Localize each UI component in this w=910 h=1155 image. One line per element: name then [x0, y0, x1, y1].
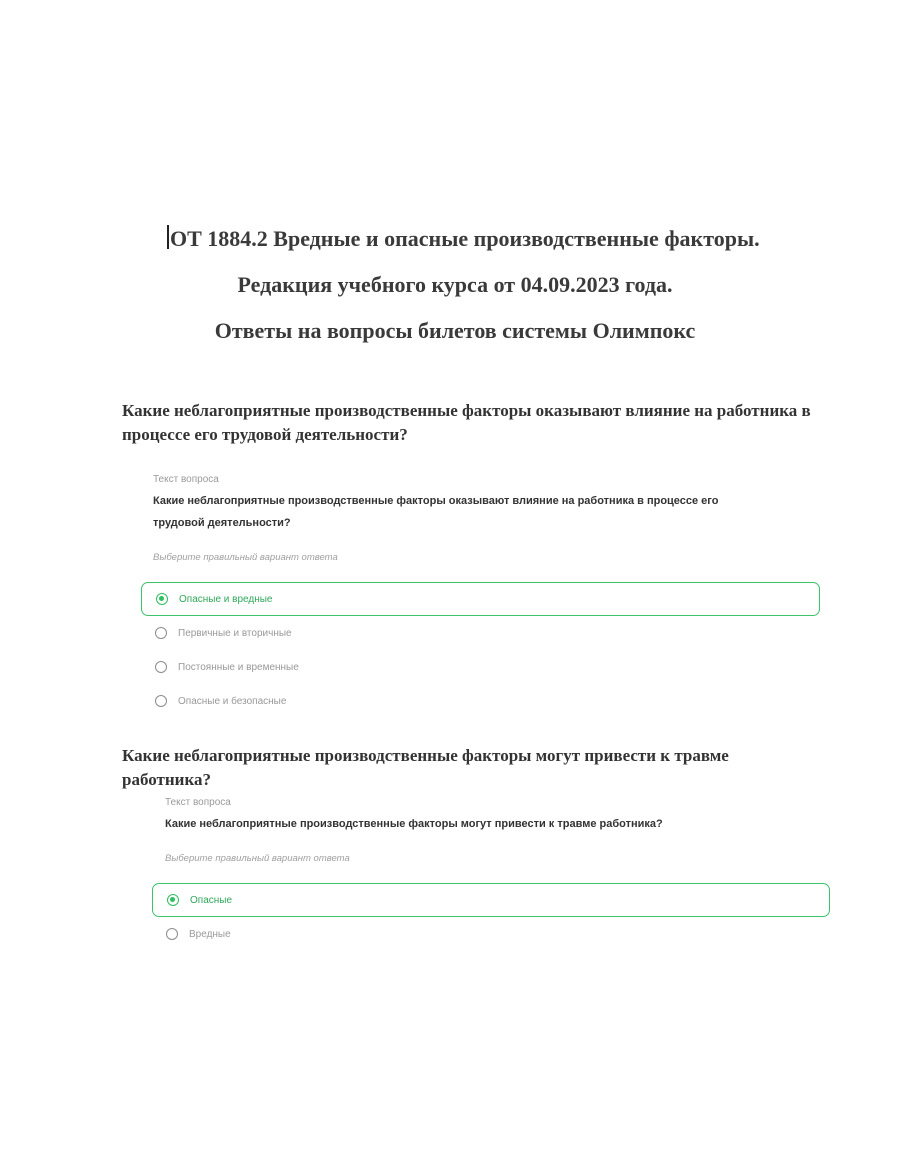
title-line-2: Редакция учебного курса от 04.09.2023 года. — [237, 272, 673, 297]
title-line-3: Ответы на вопросы билетов системы Олимпокс — [214, 318, 696, 343]
answer-option-4[interactable] — [141, 684, 820, 718]
text-cursor — [167, 225, 169, 249]
question-text: Какие неблагоприятные производственные факторы оказывают влияние на работника в процессе его трудовой деятельности? — [153, 495, 719, 529]
radio-selected-icon — [156, 593, 168, 605]
answer-option-label: Опасные — [190, 894, 233, 906]
title-line-1: ОТ 1884.2 Вредные и опасные производственные факторы. — [170, 226, 760, 251]
answer-option-2[interactable] — [152, 917, 830, 951]
answer-option-label: Постоянные и временные — [178, 661, 299, 673]
answer-option-label: Опасные и вредные — [179, 593, 273, 605]
question-caption: Текст вопроса — [165, 797, 231, 808]
radio-empty-icon — [155, 627, 167, 639]
radio-empty-icon — [155, 661, 167, 673]
answer-instruction: Выберите правильный вариант ответа — [165, 853, 350, 864]
answer-option-label: Опасные и безопасные — [178, 695, 287, 707]
answer-instruction: Выберите правильный вариант ответа — [153, 552, 338, 563]
question-text: Какие неблагоприятные производственные факторы могут привести к травме работника? — [165, 818, 663, 830]
radio-selected-icon — [167, 894, 179, 906]
question-2-heading: Какие неблагоприятные производственные факторы могут привести к травме работника? — [122, 746, 729, 789]
question-2-card — [165, 797, 825, 864]
answer-option-2[interactable] — [141, 616, 820, 650]
answer-option-1[interactable] — [141, 582, 820, 616]
radio-empty-icon — [166, 928, 178, 940]
answer-option-label: Первичные и вторичные — [178, 627, 292, 639]
question-caption: Текст вопроса — [153, 474, 219, 485]
question-1-heading: Какие неблагоприятные производственные факторы оказывают влияние на работника в процессе его трудовой деятельности? — [122, 401, 811, 444]
question-1-card — [153, 474, 823, 563]
answer-option-label: Вредные — [189, 928, 231, 940]
radio-empty-icon — [155, 695, 167, 707]
answer-option-3[interactable] — [141, 650, 820, 684]
answer-option-1[interactable] — [152, 883, 830, 917]
